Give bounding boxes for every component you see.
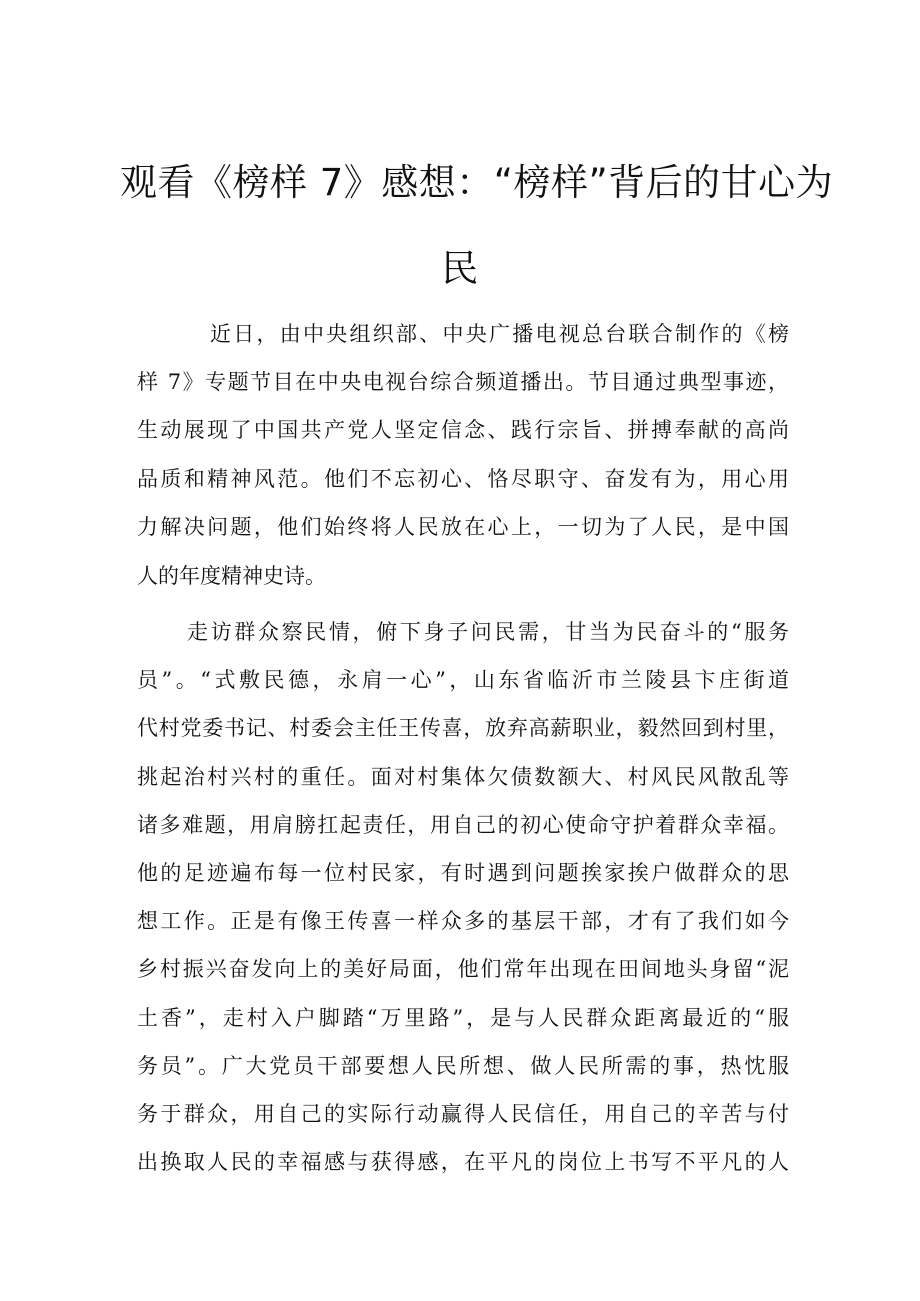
title-line-1: 观看《榜样 7》感想：“榜样”背后的甘心为 bbox=[120, 161, 834, 204]
paragraph-1-line: 样 7》专题节目在中央电视台综合频道播出。节目通过典型事迹， bbox=[137, 370, 789, 394]
paragraph-2-line: 他的足迹遍布每一位村民家，有时遇到问题挨家挨户做群众的思 bbox=[137, 861, 789, 885]
paragraph-1-line: 近日，由中央组织部、中央广播电视总台联合制作的《榜 bbox=[210, 322, 789, 346]
paragraph-2-line: 员”。“式敷民德，永肩一心”，山东省临沂市兰陵县卞庄街道 bbox=[137, 668, 789, 692]
paragraph-2-line: 走访群众察民情，俯下身子问民需，甘当为民奋斗的“服务 bbox=[187, 620, 789, 644]
paragraph-2-line: 出换取人民的幸福感与获得感，在平凡的岗位上书写不平凡的人 bbox=[137, 1150, 789, 1174]
paragraph-2-line: 想工作。正是有像王传喜一样众多的基层干部，才有了我们如今 bbox=[137, 909, 789, 933]
paragraph-2-line: 务员”。广大党员干部要想人民所想、做人民所需的事，热忱服 bbox=[137, 1054, 789, 1078]
title-line-2: 民 bbox=[441, 247, 479, 290]
paragraph-2-line: 土香”，走村入户脚踏“万里路”，是与人民群众距离最近的“服 bbox=[137, 1006, 789, 1030]
paragraph-2-line: 务于群众，用自己的实际行动赢得人民信任，用自己的辛苦与付 bbox=[137, 1102, 789, 1126]
paragraph-2-line: 挑起治村兴村的重任。面对村集体欠债数额大、村风民风散乱等 bbox=[137, 765, 789, 789]
paragraph-1-line: 品质和精神风范。他们不忘初心、恪尽职守、奋发有为，用心用 bbox=[137, 467, 789, 491]
paragraph-2-line: 诸多难题，用肩膀扛起责任，用自己的初心使命守护着群众幸福。 bbox=[137, 813, 789, 837]
paragraph-2-line: 乡村振兴奋发向上的美好局面，他们常年出现在田间地头身留“泥 bbox=[137, 957, 789, 981]
paragraph-1-line: 人的年度精神史诗。 bbox=[137, 564, 326, 588]
paragraph-1-line: 力解决问题，他们始终将人民放在心上，一切为了人民，是中国 bbox=[137, 515, 789, 539]
paragraph-1-line: 生动展现了中国共产党人坚定信念、践行宗旨、拼搏奉献的高尚 bbox=[137, 418, 789, 442]
paragraph-2-line: 代村党委书记、村委会主任王传喜，放弃高薪职业，毅然回到村里， bbox=[137, 716, 789, 740]
